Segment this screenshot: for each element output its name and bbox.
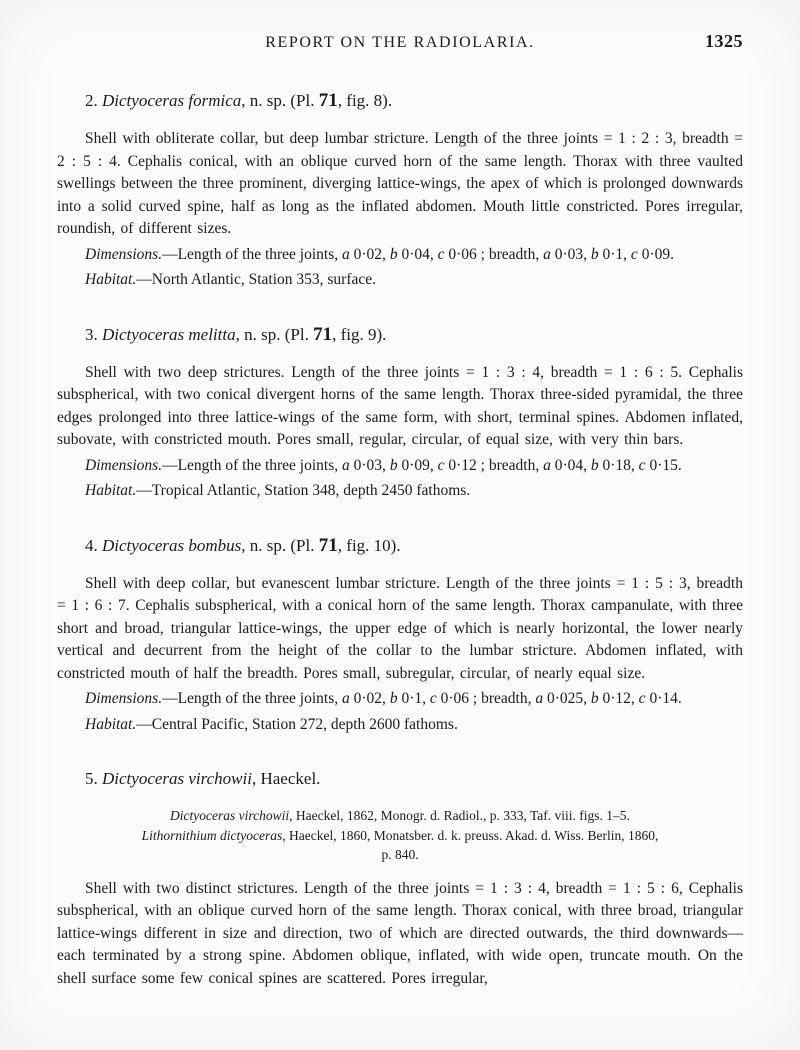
synonymy-line: Lithornithium dictyoceras, Haeckel, 1860, Monatsber. d. k. preuss. Akad. d. Wiss. Berlin, 1860, — [141, 827, 659, 843]
species-description: Shell with obliterate collar, but deep lumbar stricture. Length of the three joints = 1 : 2 : 3, breadth = 2 : 5 : 4. Cephalis conical, with an oblique curved horn of the same length. Thorax with three vaulted swellings between the three prominent, diverging lattice-wings, the apex of which is prolonged downwards into a solid curved spine, half as long as the inflated abdomen. Mouth little constricted. Pores irregular, roundish, of different sizes. — [57, 130, 743, 237]
species-section-virchowii — [57, 767, 743, 990]
habitat-line: Habitat.—Central Pacific, Station 272, depth 2600 fathoms. — [85, 715, 458, 733]
dimensions-line: Dimensions.—Length of the three joints, a 0·02, b 0·04, c 0·06 ; breadth, a 0·03, b 0·1, c 0·09. — [85, 245, 674, 263]
running-head — [57, 31, 743, 58]
running-title: REPORT ON THE RADIOLARIA. — [265, 34, 535, 51]
species-description: Shell with two deep strictures. Length of the three joints = 1 : 3 : 4, breadth = 1 : 6 : 5. Cephalis subspherical, with two conical divergent horns of the same length. Thorax three-sided pyramidal, the three edges prolonged into three lattice-wings of the same form, with short, terminal spines. Abdomen inflated, subovate, with constricted mouth. Pores small, regular, circular, of equal size, with very thin bars. — [57, 363, 743, 448]
species-description: Shell with deep collar, but evanescent lumbar stricture. Length of the three joints = 1 : 5 : 3, breadth = 1 : 6 : 7. Cephalis subspherical, with a conical horn of the same length. Thorax campanulate, with three short and broad, triangular lattice-wings, the upper edge of which is nearly horizontal, the lower nearly vertical and decurrent from the height of the collar to the lumbar stricture. Abdomen inflated, with constricted mouth of half the breadth. Pores small, subregular, circular, of nearly equal size. — [57, 574, 743, 682]
species-heading: 5. Dictyoceras virchowii, Haeckel. — [85, 769, 321, 788]
synonymy-line: Dictyoceras virchowii, Haeckel, 1862, Monogr. d. Radiol., p. 333, Taf. viii. figs. 1–5. — [170, 808, 630, 823]
species-heading: 4. Dictyoceras bombus, n. sp. (Pl. 71, fig. 10). — [85, 534, 401, 556]
species-heading: 2. Dictyoceras formica, n. sp. (Pl. 71, fig. 8). — [85, 90, 393, 111]
dimensions-line: Dimensions.—Length of the three joints, a 0·02, b 0·1, c 0·06 ; breadth, a 0·025, b 0·12, c 0·14. — [85, 690, 682, 707]
habitat-line: Habitat.—North Atlantic, Station 353, surface. — [85, 271, 377, 288]
species-section-formica — [57, 89, 743, 292]
page-number: 1325 — [705, 31, 743, 51]
species-section-melitta — [57, 323, 743, 503]
synonymy-block — [57, 806, 743, 865]
species-section-bombus — [57, 534, 743, 737]
species-heading: 3. Dictyoceras melitta, n. sp. (Pl. 71, fig. 9). — [85, 323, 387, 345]
dimensions-line: Dimensions.—Length of the three joints, a 0·03, b 0·09, c 0·12 ; breadth, a 0·04, b 0·18, c 0·15. — [85, 456, 682, 474]
habitat-line: Habitat.—Tropical Atlantic, Station 348, depth 2450 fathoms. — [85, 482, 471, 499]
species-description: Shell with two distinct strictures. Length of the three joints = 1 : 3 : 4, breadth = 1 : 5 : 6, Cephalis subspherical, with an oblique curved horn of the same length. Thorax conical, with three broad, triangular lattice-wings different in size and direction, two of which are directed outwards, the third downwards—each terminated by a strong spine. Abdomen oblique, inflated, with wide open, truncate mouth. On the shell surface some few conical spines are scattered. Pores irregular, — [57, 879, 743, 987]
synonymy-line: p. 840. — [381, 847, 419, 862]
